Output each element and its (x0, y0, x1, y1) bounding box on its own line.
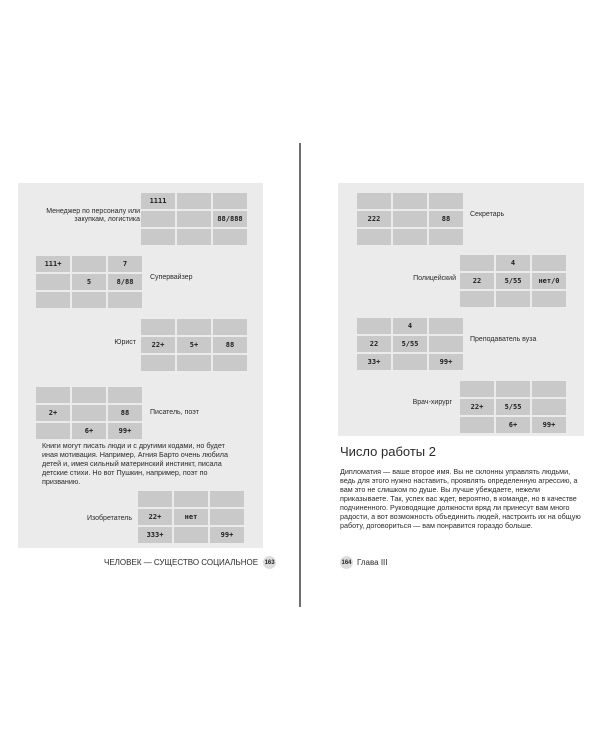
grid-cell: 7 (108, 256, 142, 272)
grid-cell (213, 229, 247, 245)
numerology-grid-police (460, 255, 566, 307)
grid-cell (393, 211, 427, 227)
grid-cell (532, 381, 566, 397)
grid-cell: 5/55 (496, 399, 530, 415)
grid-cell (357, 318, 391, 334)
grid-cell (72, 256, 106, 272)
body-paragraph: Дипломатия — ваше второе имя. Вы не склонны управлять людьми, ведь для этого нужно наставить, проявлять определенную агрессию, а вам это не слишком по душе. Вы лучше убеждаете, нежели приказываете. Так, успех вас ждет, вероятно, в команде, но в качестве подчиненного. Руководящие должности вряд ли принесут вам много радости, а вот возможность объединить людей, настроить их на общую работу, договориться — вам понравится гораздо больше. (340, 467, 581, 530)
grid-cell: 6+ (72, 423, 106, 439)
numerology-grid-supervisor (36, 256, 142, 308)
grid-cell (496, 291, 530, 307)
numerology-grid-lawyer (141, 319, 247, 371)
grid-cell: 4 (496, 255, 530, 271)
grid-cell: 22 (357, 336, 391, 352)
right-panel (338, 183, 584, 436)
numerology-grid-manager (141, 193, 247, 245)
left-panel (18, 183, 263, 548)
block-label: Писатель, поэт (150, 409, 199, 416)
grid-cell: 22 (460, 273, 494, 289)
numerology-grid-lecturer (357, 318, 463, 370)
block-label: Супервайзер (150, 274, 193, 281)
grid-cell (429, 229, 463, 245)
right-page (302, 0, 600, 750)
block-label: Врач-хирург (412, 399, 452, 406)
grid-cell: 22+ (141, 337, 175, 353)
grid-cell (429, 193, 463, 209)
grid-cell (393, 229, 427, 245)
block-label: Менеджер по персоналу или закупкам, логистика (46, 208, 140, 223)
grid-cell: 99+ (429, 354, 463, 370)
grid-cell (36, 423, 70, 439)
grid-cell: 6+ (496, 417, 530, 433)
grid-cell (141, 229, 175, 245)
grid-cell: 99+ (532, 417, 566, 433)
grid-cell: 1111 (141, 193, 175, 209)
grid-cell (72, 292, 106, 308)
grid-cell (496, 381, 530, 397)
grid-cell (460, 291, 494, 307)
grid-cell: 8/88 (108, 274, 142, 290)
running-title: Глава III (357, 558, 388, 567)
grid-cell (460, 255, 494, 271)
right-footer (340, 556, 388, 569)
numerology-grid-inventor (138, 491, 244, 543)
grid-cell: 22+ (138, 509, 172, 525)
grid-cell: 2+ (36, 405, 70, 421)
block-label: Юрист (114, 339, 136, 346)
grid-cell (213, 319, 247, 335)
grid-cell (141, 319, 175, 335)
grid-cell: 88/888 (213, 211, 247, 227)
grid-cell (72, 405, 106, 421)
numerology-grid-writer (36, 387, 142, 439)
grid-cell: 99+ (108, 423, 142, 439)
left-page (0, 0, 299, 750)
grid-cell (36, 387, 70, 403)
grid-cell (210, 509, 244, 525)
page-number-badge: 164 (340, 556, 353, 569)
grid-cell (174, 491, 208, 507)
grid-cell (460, 417, 494, 433)
grid-cell (108, 292, 142, 308)
grid-cell: 5+ (177, 337, 211, 353)
grid-cell: 22+ (460, 399, 494, 415)
grid-cell (532, 291, 566, 307)
block-label: Полицейский (413, 275, 456, 282)
section-heading: Число работы 2 (340, 444, 436, 459)
grid-cell (213, 355, 247, 371)
page-number-badge: 163 (263, 556, 276, 569)
grid-cell (141, 211, 175, 227)
grid-cell (177, 229, 211, 245)
grid-cell (210, 491, 244, 507)
grid-cell (177, 193, 211, 209)
grid-cell (393, 193, 427, 209)
grid-cell (357, 193, 391, 209)
book-spine-divider (299, 143, 301, 607)
grid-cell: 88 (213, 337, 247, 353)
grid-cell: 333+ (138, 527, 172, 543)
block-label: Секретарь (470, 211, 505, 218)
grid-cell (213, 193, 247, 209)
grid-cell (177, 355, 211, 371)
grid-cell: 111+ (36, 256, 70, 272)
block-label: Преподаватель вуза (470, 336, 537, 343)
grid-cell: 5 (72, 274, 106, 290)
grid-cell: 5/55 (393, 336, 427, 352)
body-paragraph: Книги могут писать люди и с другими кодами, но будет иная мотивация. Например, Агния Барто очень любила детей и, имея сильный материнский инстинкт, писала детские стихи. Но вот Пушкин, например, поэт по призванию. (42, 441, 228, 486)
running-title: ЧЕЛОВЕК — СУЩЕСТВО СОЦИАЛЬНОЕ (104, 558, 259, 567)
grid-cell: 99+ (210, 527, 244, 543)
grid-cell (177, 211, 211, 227)
grid-cell: 33+ (357, 354, 391, 370)
grid-cell: 88 (429, 211, 463, 227)
grid-cell: нет/0 (532, 273, 566, 289)
grid-cell (429, 336, 463, 352)
grid-cell (138, 491, 172, 507)
grid-cell (141, 355, 175, 371)
grid-cell: 4 (393, 318, 427, 334)
grid-cell: 5/55 (496, 273, 530, 289)
block-label: Изобретатель (86, 515, 132, 522)
grid-cell (72, 387, 106, 403)
grid-cell (36, 274, 70, 290)
grid-cell (174, 527, 208, 543)
grid-cell: нет (174, 509, 208, 525)
grid-cell (357, 229, 391, 245)
grid-cell: 222 (357, 211, 391, 227)
numerology-grid-secretary (357, 193, 463, 245)
numerology-grid-surgeon (460, 381, 566, 433)
grid-cell (429, 318, 463, 334)
grid-cell (532, 255, 566, 271)
grid-cell (177, 319, 211, 335)
grid-cell (36, 292, 70, 308)
grid-cell (108, 387, 142, 403)
grid-cell: 88 (108, 405, 142, 421)
grid-cell (532, 399, 566, 415)
grid-cell (460, 381, 494, 397)
left-footer (104, 556, 276, 569)
grid-cell (393, 354, 427, 370)
